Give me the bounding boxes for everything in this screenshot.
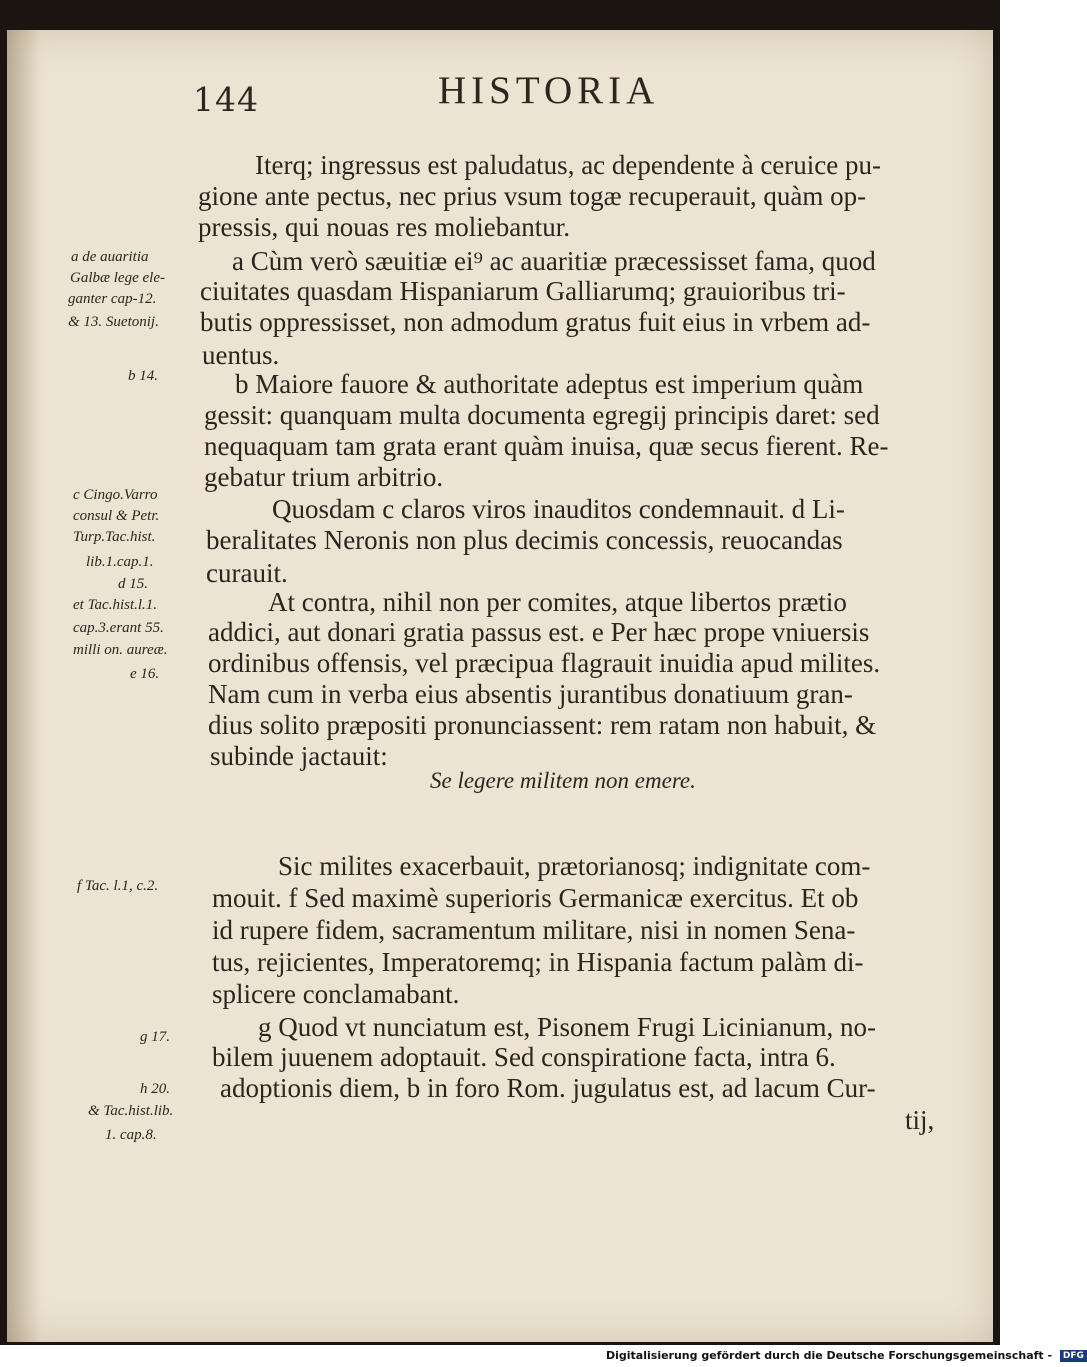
footer-text: Digitalisierung gefördert durch die Deutsche Forschungsgemeinschaft - xyxy=(606,1349,1053,1362)
body-line: id rupere fidem, sacramentum militare, nisi in nomen Sena- xyxy=(212,915,856,945)
body-line: beralitates Neronis non plus decimis concessis, reuocandas xyxy=(206,525,843,555)
margin-note: & Tac.hist.lib. xyxy=(88,1103,174,1119)
body-line: curauit. xyxy=(206,558,288,588)
page-number: 144 xyxy=(193,80,259,119)
margin-note: 1. cap.8. xyxy=(105,1127,157,1143)
body-line: bilem juuenem adoptauit. Sed conspiratione facta, intra 6. xyxy=(212,1042,836,1072)
body-line: g Quod vt nunciatum est, Pisonem Frugi Licinianum, no- xyxy=(258,1012,876,1042)
dfg-footer xyxy=(606,1349,1087,1362)
body-line: nequaquam tam grata erant quàm inuisa, quæ secus fierent. Re- xyxy=(204,431,889,461)
margin-note: cap.3.erant 55. xyxy=(73,620,164,636)
body-line: gione ante pectus, nec prius vsum togæ recuperauit, quàm op- xyxy=(198,181,867,211)
body-line: Iterq; ingressus est paludatus, ac dependente à ceruice pu- xyxy=(255,150,881,180)
dfg-logo: DFG xyxy=(1060,1350,1087,1362)
margin-note: b 14. xyxy=(128,368,158,384)
margin-note: e 16. xyxy=(130,666,160,682)
body-line: tij, xyxy=(905,1105,935,1135)
motto-quote: Se legere militem non emere. xyxy=(430,768,696,793)
body-line: splicere conclamabant. xyxy=(212,979,460,1009)
margin-note: milli on. aureæ. xyxy=(73,642,168,658)
running-head: HISTORIA xyxy=(438,69,660,112)
body-line: b Maiore fauore & authoritate adeptus est imperium quàm xyxy=(235,369,864,399)
margin-note: g 17. xyxy=(140,1029,170,1045)
margin-note: Turp.Tac.hist. xyxy=(73,529,156,545)
margin-note: consul & Petr. xyxy=(73,508,160,524)
margin-note: ganter cap-12. xyxy=(68,291,157,307)
margin-note: h 20. xyxy=(140,1081,170,1097)
body-line: Quosdam c claros viros inauditos condemnauit. d Li- xyxy=(272,494,845,524)
margin-note: a de auaritia xyxy=(71,249,149,265)
body-line: subinde jactauit: xyxy=(210,741,388,771)
margin-note: c Cingo.Varro xyxy=(73,487,158,503)
body-line: adoptionis diem, b in foro Rom. jugulatus est, ad lacum Cur- xyxy=(220,1073,876,1103)
body-line: a Cùm verò sæuitiæ ei⁹ ac auaritiæ præcessisset fama, quod xyxy=(232,246,876,276)
margin-note: d 15. xyxy=(118,576,148,592)
body-line: mouit. f Sed maximè superioris Germanicæ exercitus. Et ob xyxy=(212,883,859,913)
body-line: butis oppressisset, non admodum gratus fuit eius in vrbem ad- xyxy=(200,307,871,337)
body-line: Nam cum in verba eius absentis jurantibus donatiuum gran- xyxy=(208,679,853,709)
body-line: pressis, qui nouas res moliebantur. xyxy=(198,212,570,242)
margin-note: & 13. Suetonij. xyxy=(68,314,159,330)
body-line: Sic milites exacerbauit, prætorianosq; indignitate com- xyxy=(278,851,871,881)
binding-shadow xyxy=(7,30,41,1342)
body-line: ordinibus offensis, vel præcipua flagrauit inuidia apud milites. xyxy=(208,648,881,678)
body-line: gebatur trium arbitrio. xyxy=(204,462,444,492)
margin-note: f Tac. l.1, c.2. xyxy=(77,878,159,894)
margin-note: et Tac.hist.l.1. xyxy=(73,597,158,613)
body-line: uentus. xyxy=(202,340,280,370)
body-line: ciuitates quasdam Hispaniarum Galliarumq; grauioribus tri- xyxy=(200,276,846,306)
body-line: addici, aut donari gratia passus est. e Per hæc prope vniuersis xyxy=(208,617,870,647)
body-line: At contra, nihil non per comites, atque libertos prætio xyxy=(268,587,847,617)
margin-note: lib.1.cap.1. xyxy=(86,554,154,570)
body-line: tus, rejicientes, Imperatoremq; in Hispania factum palàm di- xyxy=(212,947,864,977)
body-line: dius solito præpositi pronunciassent: rem ratam non habuit, & xyxy=(208,710,877,740)
body-line: gessit: quanquam multa documenta egregij principis daret: sed xyxy=(204,400,880,430)
margin-note: Galbæ lege ele- xyxy=(70,270,165,286)
